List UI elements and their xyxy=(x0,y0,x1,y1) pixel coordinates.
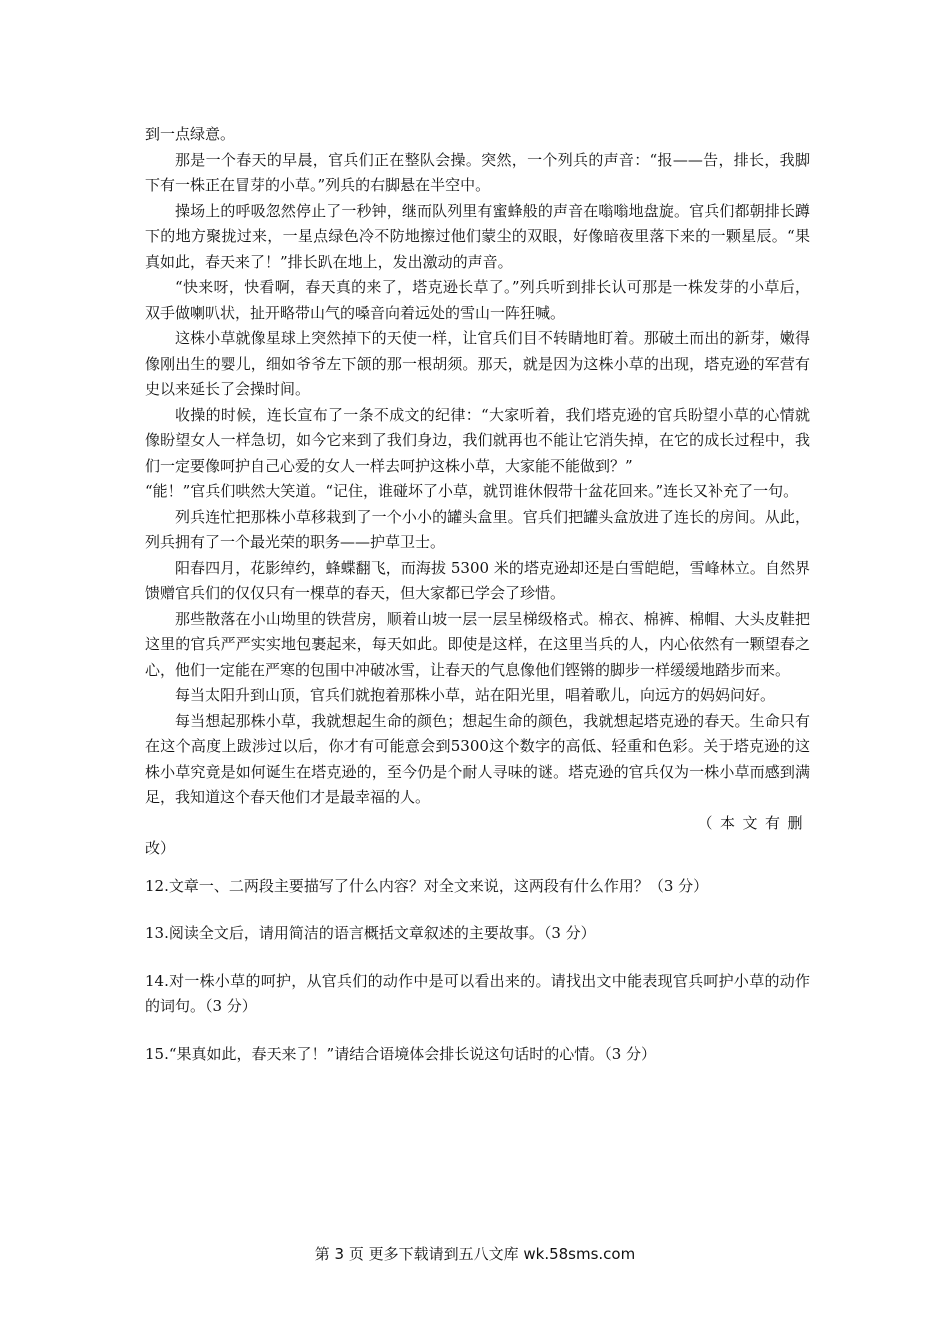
paragraph: 那是一个春天的早晨，官兵们正在整队会操。突然，一个列兵的声音：“报——告，排长，我脚下有一株正在冒芽的小草。”列兵的右脚悬在半空中。 xyxy=(145,150,810,194)
edit-note-continued: 改） xyxy=(145,839,176,857)
paragraph: 每当想起那株小草，我就想起生命的颜色；想起生命的颜色，我就想起塔克逊的春天。生命只有在这个高度上跋涉过以后，你才有可能意会到5300这个数字的高低、轻重和色彩。关于塔克逊的这株小草究竟是如何诞生在塔克逊的，至今仍是个耐人寻味的谜。塔克逊的官兵仅为一株小草而感到满足，我知道这个春天他们才是最幸福的人。 xyxy=(145,711,810,806)
paragraph: 那些散落在小山坳里的铁营房，顺着山坡一层一层呈梯级格式。棉衣、棉裤、棉帽、大头皮鞋把这里的官兵严严实实地包裹起来，每天如此。即使是这样，在这里当兵的人，内心依然有一颗望春之心，他们一定能在严寒的包围中冲破冰雪，让春天的气息像他们铿锵的脚步一样缓缓地踏步而来。 xyxy=(145,609,810,679)
edit-note: （本文有删 xyxy=(697,813,810,832)
paragraph: 收操的时候，连长宣布了一条不成文的纪律：“大家听着，我们塔克逊的官兵盼望小草的心情就像盼望女人一样急切，如今它来到了我们身边，我们就再也不能让它消失掉，在它的成长过程中，我们一定要像呵护自己心爱的女人一样去呵护这株小草，大家能不能做到？” xyxy=(145,405,810,475)
question-12: 12.文章一、二两段主要描写了什么内容？对全文来说，这两段有什么作用？（3 分） xyxy=(145,876,709,895)
paragraph: 每当太阳升到山顶，官兵们就抱着那株小草，站在阳光里，唱着歌儿，向远方的妈妈问好。 xyxy=(175,686,776,704)
question-list xyxy=(145,874,810,1068)
paragraph: 阳春四月，花影绰约，蜂蝶翻飞，而海拔 5300 米的塔克逊却还是白雪皑皑，雪峰林立。自然界馈赠官兵们的仅仅只有一棵草的春天，但大家都已学会了珍惜。 xyxy=(145,558,810,602)
paragraph: “能！”官兵们哄然大笑道。“记住，谁碰坏了小草，就罚谁休假带十盆花回来。”连长又补充了一句。 xyxy=(145,482,799,500)
article-body xyxy=(145,122,810,1067)
paragraph: 到一点绿意。 xyxy=(145,125,236,143)
page-footer: 第 3 页 更多下载请到五八文库 wk.58sms.com xyxy=(314,1245,636,1263)
paragraph: “快来呀，快看啊，春天真的来了，塔克逊长草了。”列兵听到排长认可那是一株发芽的小草后，双手做喇叭状，扯开略带山气的嗓音向着远处的雪山一阵狂喊。 xyxy=(145,278,810,322)
paragraph: 操场上的呼吸忽然停止了一秒钟，继而队列里有蜜蜂般的声音在嗡嗡地盘旋。官兵们都朝排长蹲下的地方聚拢过来，一星点绿色冷不防地擦过他们蒙尘的双眼，好像暗夜里落下来的一颗星辰。“果真如此，春天来了！”排长趴在地上，发出激动的声音。 xyxy=(145,201,810,271)
question-13: 13.阅读全文后，请用简洁的语言概括文章叙述的主要故事。（3 分） xyxy=(145,924,596,942)
question-14: 14.对一株小草的呵护，从官兵们的动作中是可以看出来的。请找出文中能表现官兵呵护小草的动作的词句。（3 分） xyxy=(145,971,810,1015)
paragraph: 这株小草就像星球上突然掉下的天使一样，让官兵们目不转睛地盯着。那破土而出的新芽，嫩得像刚出生的婴儿，细如爷爷左下颌的那一根胡须。那天，就是因为这株小草的出现，塔克逊的军营有史以来延长了会操时间。 xyxy=(145,329,810,398)
paragraph: 列兵连忙把那株小草移栽到了一个小小的罐头盒里。官兵们把罐头盒放进了连长的房间。从此，列兵拥有了一个最光荣的职务——护草卫士。 xyxy=(145,507,810,551)
question-15: 15.“果真如此，春天来了！”请结合语境体会排长说这句话时的心情。（3 分） xyxy=(145,1044,657,1063)
